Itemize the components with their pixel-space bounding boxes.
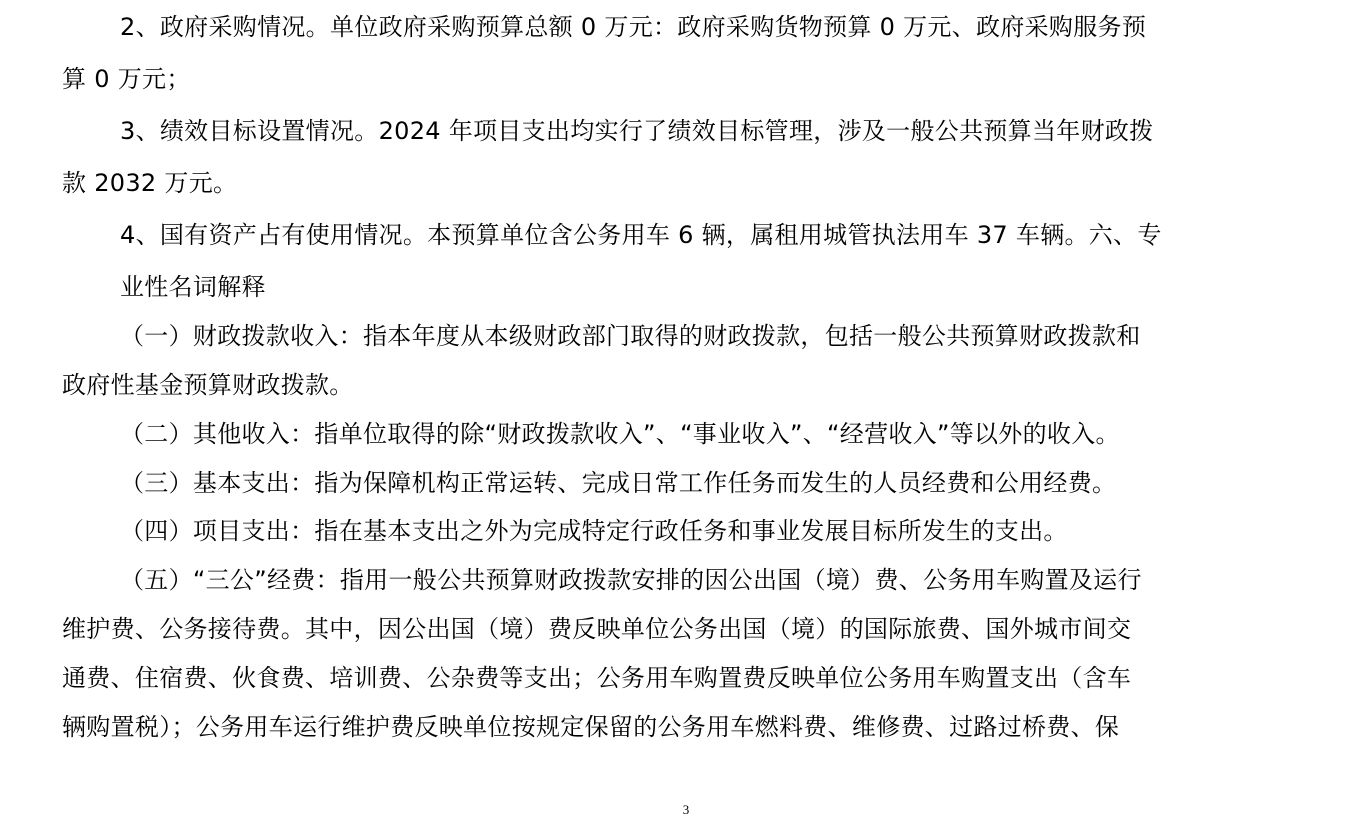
paragraph-procurement-line-2: 算 0 万元； bbox=[62, 65, 191, 93]
paragraph-three-public-line-2: 维护费、公务接待费。其中，因公出国（境）费反映单位公务出国（境）的国际旅费、国外城市间交 bbox=[62, 615, 1132, 643]
paragraph-basic-expenditure: （三）基本支出：指为保障机构正常运转、完成日常工作任务而发生的人员经费和公用经费。 bbox=[120, 469, 1117, 497]
paragraph-three-public-line-3: 通费、住宿费、伙食费、培训费、公杂费等支出；公务用车购置费反映单位公务用车购置支出（含车 bbox=[62, 664, 1132, 692]
paragraph-other-income: （二）其他收入：指单位取得的除“财政拨款收入”、“事业收入”、“经营收入”等以外的收入。 bbox=[120, 420, 1120, 448]
paragraph-fiscal-income-line-2: 政府性基金预算财政拨款。 bbox=[62, 371, 354, 399]
paragraph-assets-line-1: 4、国有资产占有使用情况。本预算单位含公务用车 6 辆，属租用城管执法用车 37 车辆。六、专 bbox=[120, 221, 1162, 249]
paragraph-three-public-line-1: （五）“三公”经费：指用一般公共预算财政拨款安排的因公出国（境）费、公务用车购置及运行 bbox=[120, 566, 1142, 594]
paragraph-three-public-line-4: 辆购置税）；公务用车运行维护费反映单位按规定保留的公务用车燃料费、维修费、过路过桥费、保 bbox=[62, 713, 1120, 741]
paragraph-performance-line-1: 3、绩效目标设置情况。2024 年项目支出均实行了绩效目标管理，涉及一般公共预算当年财政拨 bbox=[120, 117, 1154, 145]
paragraph-fiscal-income-line-1: （一）财政拨款收入：指本年度从本级财政部门取得的财政拨款，包括一般公共预算财政拨款和 bbox=[120, 322, 1141, 350]
paragraph-performance-line-2: 款 2032 万元。 bbox=[62, 169, 238, 197]
paragraph-assets-line-2: 业性名词解释 bbox=[120, 273, 266, 301]
paragraph-project-expenditure: （四）项目支出：指在基本支出之外为完成特定行政任务和事业发展目标所发生的支出。 bbox=[120, 517, 1068, 545]
page-number: 3 bbox=[682, 802, 690, 817]
paragraph-procurement-line-1: 2、政府采购情况。单位政府采购预算总额 0 万元：政府采购货物预算 0 万元、政府采购服务预 bbox=[120, 13, 1147, 41]
